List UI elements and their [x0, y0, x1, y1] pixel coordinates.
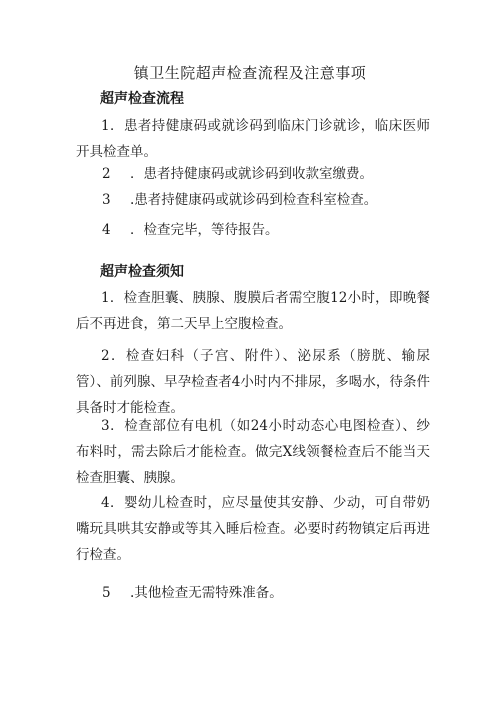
notice-item-1: 1．检查胆囊、胰腺、腹膜后者需空腹12小时，即晚餐后不再进食，第二天早上空腹检查。 [76, 290, 430, 332]
notice-item-2: 2．检查妇科（子宫、附件）、泌尿系（膀胱、输尿管）、前列腺、早孕检查者4小时内不排尿，多喝水，待条件具备时才能检查。 [76, 348, 430, 416]
process-step-2 [102, 161, 373, 187]
item-number: 5 [102, 585, 111, 601]
step-number: 3 [102, 192, 111, 208]
section-heading-process: 超声检查流程 [100, 91, 184, 107]
step-text: ．患者持健康码或就诊码到收款室缴费。 [130, 166, 373, 182]
step-number: 2 [102, 166, 111, 182]
process-step-1: 1．患者持健康码或就诊码到临床门诊就诊，临床医师开具检查单。 [76, 118, 430, 160]
document-title: 镇卫生院超声检查流程及注意事项 [133, 64, 367, 82]
section-heading-notice: 超声检查须知 [100, 264, 184, 280]
item-text: .其他检查无需特殊准备。 [130, 585, 283, 601]
process-step-3 [102, 187, 377, 213]
notice-item-5 [102, 580, 283, 606]
step-text: .患者持健康码或就诊码到检查科室检查。 [130, 192, 378, 208]
notice-item-3: 3．检查部位有电机（如24小时动态心电图检查）、纱布料时，需去除后才能检查。做完X线领餐检查后不能当天检查胆囊、胰腺。 [76, 418, 430, 486]
step-number: 4 [102, 222, 111, 238]
notice-item-4: 4．婴幼儿检查时，应尽量使其安静、少动，可自带奶嘴玩具哄其安静或等其入睡后检查。必要时药物镇定后再进行检查。 [76, 495, 430, 563]
process-step-4 [102, 217, 279, 243]
step-text: ．检查完毕，等待报告。 [130, 222, 279, 238]
